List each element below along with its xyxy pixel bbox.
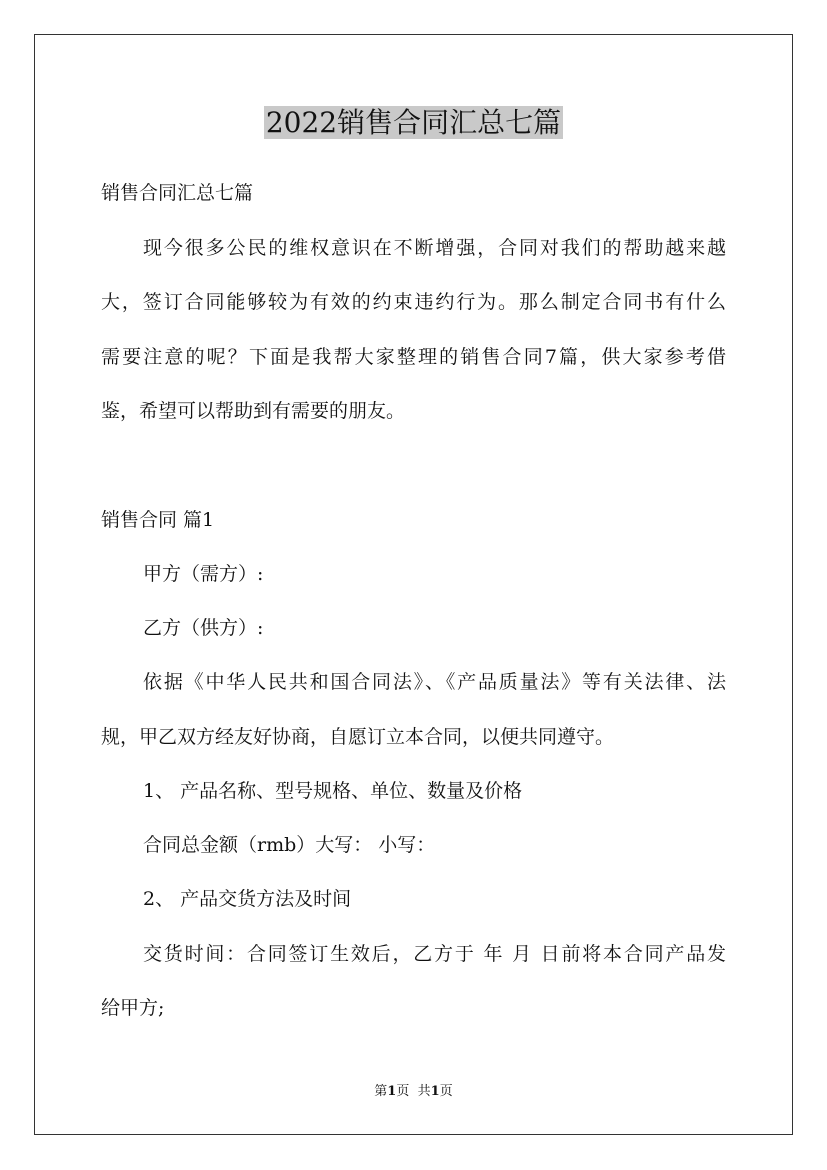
footer-total-suffix: 页 [439,1084,453,1099]
footer-total-prefix: 共 [417,1084,431,1099]
footer-total-pages: 1 [430,1084,440,1099]
intro-line-1: 现今很多公民的维权意识在不断增强，合同对我们的帮助越来越 [143,237,726,259]
party-b-label: 乙方（供方）: [143,617,264,639]
basis-line-1: 依据《中华人民共和国合同法》、《产品质量法》等有关法律、法 [143,671,726,693]
document-title-text: 2022销售合同汇总七篇 [265,106,562,139]
delivery-line-2: 给甲方; [101,997,165,1019]
delivery-line-1: 交货时间：合同签订生效后，乙方于 年 月 日前将本合同产品发 [143,943,726,965]
document-title [0,104,827,142]
footer-page-suffix: 页 [396,1084,410,1099]
intro-line-3: 需要注意的呢？下面是我帮大家整理的销售合同7篇，供大家参考借 [101,346,726,368]
intro-line-2: 大，签订合同能够较为有效的约束违约行为。那么制定合同书有什么 [101,291,726,313]
footer-page-prefix: 第 [374,1084,388,1099]
party-a-label: 甲方（需方）: [143,563,264,585]
clause-2-heading: 2、 产品交货方法及时间 [143,888,352,910]
document-subtitle: 销售合同汇总七篇 [101,182,254,204]
intro-line-4: 鉴，希望可以帮助到有需要的朋友。 [101,400,406,422]
total-amount-line: 合同总金额（rmb）大写： 小写： [143,834,436,856]
page-footer [0,1084,827,1100]
basis-line-2: 规，甲乙双方经友好协商，自愿订立本合同，以便共同遵守。 [101,726,615,748]
footer-page-number: 1 [387,1084,397,1099]
section-heading: 销售合同 篇1 [101,509,215,531]
clause-1-heading: 1、 产品名称、型号规格、单位、数量及价格 [143,780,523,802]
